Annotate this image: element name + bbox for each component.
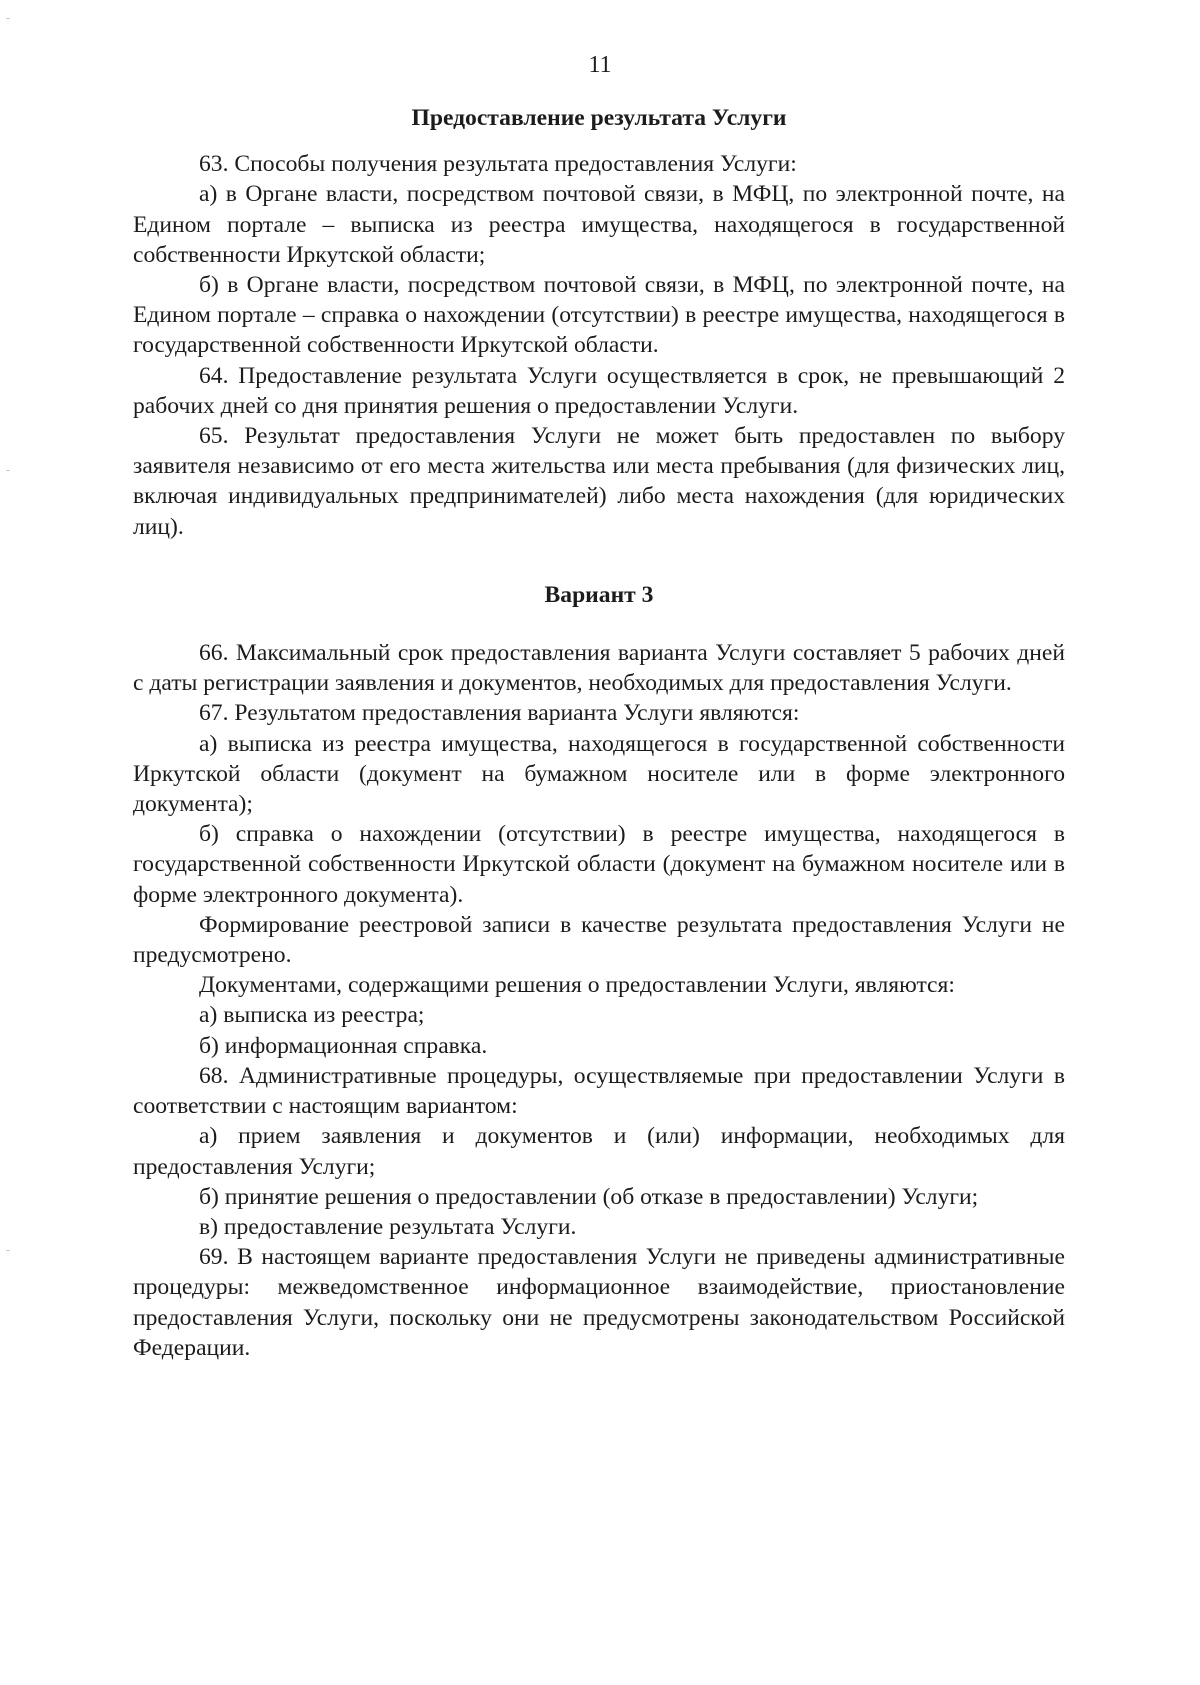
paragraph-65: 65. Результат предоставления Услуги не может быть предоставлен по выбору заявителя независимо от его места жительства или места пребывания (для физических лиц, включая индивидуальных предпринимателей) либо места нахождения (для юридических лиц).	[133, 423, 1065, 540]
paragraph-67-b: б) справка о нахождении (отсутствии) в реестре имущества, находящегося в государственной собственности Иркутской области (документ на бумажном носителе или в форме электронного документа).	[133, 821, 1065, 908]
paragraph-68-a: а) прием заявления и документов и (или) информации, необходимых для предоставления Услуги;	[133, 1123, 1065, 1180]
paragraph-63: 63. Способы получения результата предоставления Услуги:	[199, 151, 797, 178]
paragraph-registry-record: Формирование реестровой записи в качестве результата предоставления Услуги не предусмотрено.	[133, 911, 1065, 969]
paragraph-63-b: б) в Органе власти, посредством почтовой связи, в МФЦ, по электронной почте, на Едином портале – справка о нахождении (отсутствии) в реестре имущества, находящегося в государственной собственности Иркутской области.	[133, 272, 1065, 359]
variant-title: Вариант 3	[544, 581, 654, 608]
paragraph-68-c: в) предоставление результата Услуги.	[199, 1213, 577, 1240]
paragraph-69: 69. В настоящем варианте предоставления Услуги не приведены административные процедуры: межведомственное информационное взаимодействие, приостановление предоставления Услуги, поскольку они не предусмотрены законодательством Российской Федерации.	[133, 1244, 1065, 1361]
paragraph-68: 68. Административные процедуры, осуществляемые при предоставлении Услуги в соответствии с настоящим вариантом:	[133, 1062, 1065, 1120]
scan-margin-mark	[6, 470, 10, 471]
paragraph-64: 64. Предоставление результата Услуги осуществляется в срок, не превышающий 2 рабочих дней со дня принятия решения о предоставлении Услуги.	[133, 362, 1065, 419]
paragraph-67-a: а) выписка из реестра имущества, находящегося в государственной собственности Иркутской области (документ на бумажном носителе или в форме электронного документа);	[133, 730, 1065, 818]
page-number: 11	[588, 52, 612, 78]
paragraph-decision-documents-a: а) выписка из реестра;	[199, 1002, 425, 1029]
paragraph-decision-documents: Документами, содержащими решения о предоставлении Услуги, являются:	[199, 972, 955, 999]
paragraph-68-b: б) принятие решения о предоставлении (об отказе в предоставлении) Услуги;	[199, 1183, 979, 1210]
paragraph-decision-documents-b: б) информационная справка.	[199, 1032, 488, 1059]
scan-margin-mark	[6, 1250, 10, 1251]
section-title: Предоставление результата Услуги	[411, 105, 787, 131]
paragraph-66: 66. Максимальный срок предоставления варианта Услуги составляет 5 рабочих дней с даты регистрации заявления и документов, необходимых для предоставления Услуги.	[133, 640, 1065, 697]
paragraph-63-a: а) в Органе власти, посредством почтовой связи, в МФЦ, по электронной почте, на Едином портале – выписка из реестра имущества, находящегося в государственной собственности Иркутской области;	[133, 181, 1065, 268]
document-body	[133, 103, 1065, 1363]
paragraph-67: 67. Результатом предоставления варианта Услуги являются:	[199, 700, 800, 727]
scan-margin-mark	[6, 18, 10, 19]
